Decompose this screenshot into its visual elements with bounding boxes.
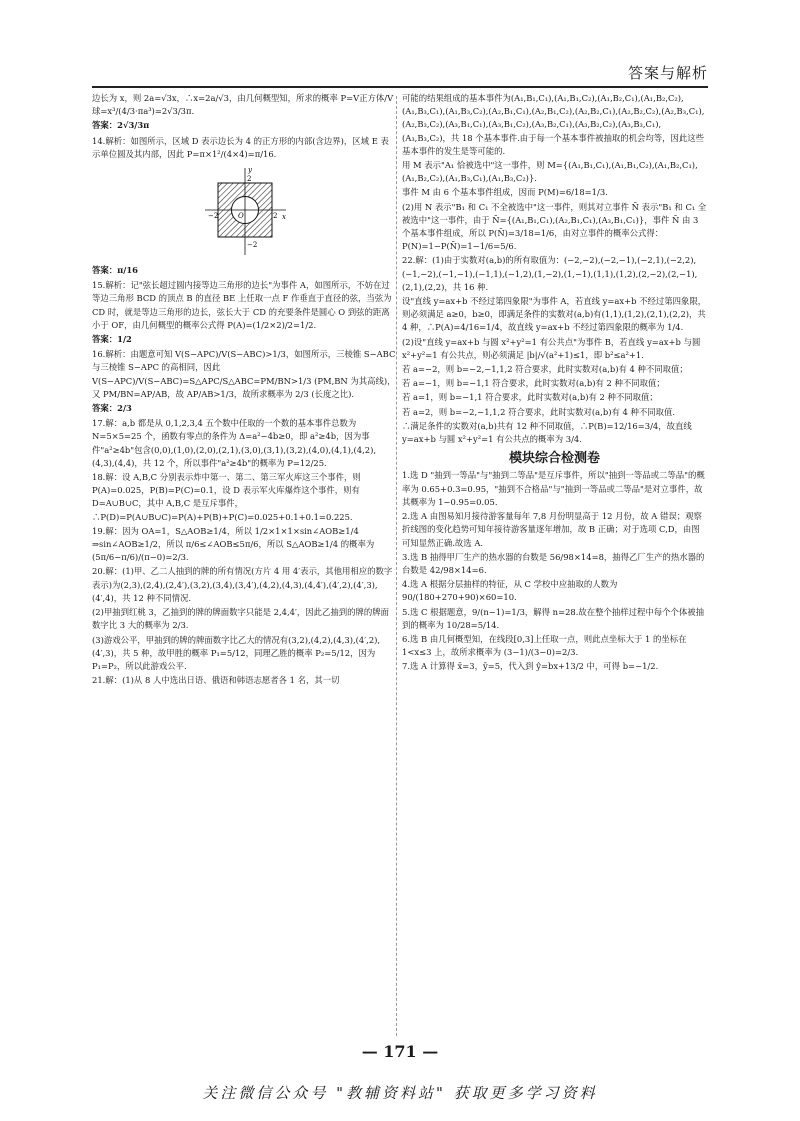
- paragraph: (2)设"直线 y=ax+b 与圆 x²+y²=1 有公共点"为事件 B，若直线 y=ax+b 与圆 x²+y²=1 有公共点，则必须满足 |b|/√(a²+1)≤1，即 b²≤a²+1.: [402, 336, 701, 360]
- paragraph: ∴满足条件的实数对(a,b)共有 12 种不同取值，∴P(B)=12/16=3/4，故直线 y=ax+b 与圆 x²+y²=1 有公共点的概率为 3/4.: [402, 420, 692, 445]
- paragraph: 5.选 C 根据题意，9/(n−1)=1/3，解得 n=28.故在整个抽样过程中每个个体被抽到的概率为 10/28=5/14.: [402, 606, 705, 630]
- y-axis-label: y: [247, 166, 252, 175]
- paragraph: 2.选 A 由图易知月接待游客量每年 7,8 月份明显高于 12 月份，故 A 错误；观察折线图的变化趋势可知年接待游客量逐年增加，故 B 正确；对于选项 C,D，由图可知显然正确.故选 A.: [402, 511, 702, 548]
- footer-note: 关注微信公众号 "教辅资料站" 获取更多学习资料: [202, 1084, 598, 1102]
- paragraph: 1.选 D "抽到一等品"与"抽到二等品"是互斥事件，所以"抽到一等品或二等品"的概率为 0.65+0.3=0.95，"抽到不合格品"与"抽到一等品或二等品"是对立事件，故其概率为 1−0.95=0.05.: [402, 470, 705, 507]
- header-title: 答案与解析: [627, 64, 708, 82]
- paragraph: (2)用 N 表示"B₁ 和 C₁ 不全被选中"这一事件，则其对立事件 N̄ 表示"B₁ 和 C₁ 全被选中"这一事件，由于 N̄={(A₁,B₁,C₁),(A₂,B₁,C₁),(A₃,B₁,C₁)}，事件 N̄ 由 3 个基本事件组成，所以 P(N̄)=3/18=1/6，由对立事件的概率公式得：P(N)=1−P(N̄)=1−1/6=5/6.: [402, 201, 707, 252]
- paragraph: 15.解析：记"弦长超过圆内接等边三角形的边长"为事件 A，如图所示，不妨在过等边三角形 BCD 的顶点 B 的直径 BE 上任取一点 F 作垂直于直径的弦，当弦为 CD 时，就是等边三角形的边长，弦长大于 CD 的充要条件是圆心 O 到弦的距离小于 OF，由几何概型的概率公式得 P(A)=(1/2×2)/2=1/2.: [92, 280, 392, 330]
- header-rule: [92, 86, 708, 88]
- square-region-figure: [200, 165, 290, 260]
- x-axis-label: x: [281, 213, 286, 222]
- paragraph: 设"直线 y=ax+b 不经过第四象限"为事件 A，若直线 y=ax+b 不经过第四象限，则必须满足 a≥0，b≥0，即满足条件的实数对(a,b)有(1,1),(1,2),(2,1),(2,2)，共 4 种，∴P(A)=4/16=1/4，故直线 y=ax+b 不经过第四象限的概率为 1/4.: [402, 296, 707, 333]
- paragraph: (2)甲抽到红桃 3，乙抽到的牌的牌面数字只能是 2,4,4′，因此乙抽到的牌的牌面数字比 3 大的概率为 2/3.: [92, 607, 389, 631]
- paragraph: (3)游戏公平，甲抽到的牌的牌面数字比乙大的情况有(3,2),(4,2),(4,3),(4′,2),(4′,3)，共 5 种，故甲胜的概率 P₁=5/12，同理乙胜的概率 P₂=5/12，因为 P₁=P₂，所以此游戏公平.: [92, 634, 381, 671]
- answer-line: 答案：1/2: [92, 334, 132, 345]
- paragraph: 若 a=−1，则 b=−1,1 符合要求，此时实数对(a,b)有 2 种不同取值；: [402, 378, 665, 389]
- paragraph: 3.选 B 抽得甲厂生产的热水器的台数是 56/98×14=8，抽得乙厂生产的热水器的台数是 42/98×14=6.: [402, 551, 705, 575]
- answer-line: 答案：2/3: [92, 403, 132, 414]
- paragraph: 16.解析：由题意可知 V(S−APC)/V(S−ABC)>1/3，如图所示，三棱锥 S−ABC 与三棱锥 S−APC 的高相同，因此 V(S−APC)/V(S−ABC)=S△APC/S△ABC=PM/BN>1/3 (PM,BN 为其高线)，又 PM/BN=AP/AB，故 AP/AB>1/3，故所求概率为 2/3 (长度之比).: [92, 349, 396, 399]
- paragraph: 若 a=2，则 b=−2,−1,1,2 符合要求，此时实数对(a,b)有 4 种不同取值.: [402, 406, 676, 417]
- paragraph: 可能的结果组成的基本事件为(A₁,B₁,C₁),(A₁,B₁,C₂),(A₁,B₂,C₁),(A₁,B₂,C₂),(A₁,B₃,C₁),(A₁,B₃,C₂),(A₂,B₁,C₁),(A₂,B₁,C₂),(A₂,B₂,C₁),(A₂,B₂,C₂),(A₂,B₃,C₁),(A₂,B₃,C₂),(A₃,B₁,C₁),(A₃,B₁,C₂),(A₃,B₂,C₁),(A₃,B₂,C₂),(A₃,B₃,C₁),(A₃,B₃,C₂)，共 18 个基本事件.由于每一个基本事件被抽取的机会均等，因此这些基本事件的发生是等可能的.: [402, 93, 705, 156]
- tick-neg-two-y: −2: [246, 241, 257, 250]
- paragraph: 14.解析：如图所示，区域 D 表示边长为 4 的正方形的内部(含边界)，区域 E 表示单位圆及其内部，因此 P=π×1²/(4×4)=π/16.: [92, 135, 389, 159]
- paragraph: 用 M 表示"A₁ 恰被选中"这一事件，则 M={(A₁,B₁,C₁),(A₁,B₁,C₂),(A₁,B₂,C₁),(A₁,B₂,C₂),(A₁,B₃,C₁),(A₁,B₃,C₂)}.: [402, 160, 698, 184]
- tick-two-x: 2: [272, 212, 277, 221]
- paragraph: 事件 M 由 6 个基本事件组成，因而 P(M)=6/18=1/3.: [402, 187, 608, 198]
- paragraph: 18.解：设 A,B,C 分别表示炸中第一、第二、第三军火库这三个事件，则 P(A)=0.025，P(B)=P(C)=0.1，设 D 表示军火库爆炸这个事件，则有 D=A∪B∪C，其中 A,B,C 是互斥事件，∴P(D)=P(A∪B∪C)=P(A)+P(B)+P(C)=0.025+0.1+0.1=0.225.: [92, 472, 361, 522]
- answer-line: 答案：π/16: [92, 265, 138, 276]
- section-title: 模块综合检测卷: [508, 451, 600, 467]
- tick-neg-two-x: −2: [207, 212, 218, 221]
- answer-line: 答案：2√3/3π: [92, 120, 150, 131]
- paragraph: 17.解：a,b 都是从 0,1,2,3,4 五个数中任取的一个数的基本事件总数为 N=5×5=25 个，函数有零点的条件为 Δ=a²−4b≥0，即 a²≥4b，因为事件"a²≥4b"包含(0,0),(1,0),(2,0),(2,1),(3,0),(3,1),(3,2),(4,0),(4,1),(4,2),(4,3),(4,4)，共 12 个，所以事件"a²≥4b"的概率为 P=12/25.: [92, 418, 377, 468]
- page-number: — 171 —: [361, 1042, 439, 1061]
- tick-two-y: 2: [246, 175, 251, 184]
- paragraph: 若 a=1，则 b=−1,1 符合要求，此时实数对(a,b)有 2 种不同取值；: [402, 392, 658, 403]
- origin-label: O: [237, 212, 244, 221]
- paragraph: 20.解：(1)甲、乙二人抽到的牌的所有情况(方片 4 用 4′表示，其他用相应的数字表示)为(2,3),(2,4),(2,4′),(3,2),(3,4),(3,4′),(4,2),(4,3),(4,4′),(4′,2),(4′,3),(4′,4)，共 12 种不同情况.: [92, 566, 393, 603]
- paragraph: 19.解：因为 OA=1，S△AOB≥1/4，所以 1/2×1×1×sin∠AOB≥1/4 ⇒sin∠AOB≥1/2，所以 π/6≤∠AOB≤5π/6，所以 S△AOB≥1/4 的概率为 (5π/6−π/6)/(π−0)=2/3.: [92, 525, 375, 563]
- paragraph: 4.选 A 根据分层抽样的特征，从 C 学校中应抽取的人数为 90/(180+270+90)×60=10.: [402, 579, 618, 603]
- left-column: [92, 92, 397, 1037]
- paragraph: 22.解：(1)由于实数对(a,b)的所有取值为：(−2,−2),(−2,−1),(−2,1),(−2,2),(−1,−2),(−1,−1),(−1,1),(−1,2),(1,−2),(1,−1),(1,1),(1,2),(2,−2),(2,−1),(2,1),(2,2)，共 16 种.: [402, 255, 698, 292]
- paragraph: 7.选 A 计算得 x̄=3，ȳ=5，代入到 ŷ=bx+13/2 中，可得 b=−1/2.: [402, 661, 659, 672]
- right-column: [402, 92, 707, 1037]
- paragraph: 21.解：(1)从 8 人中选出日语、俄语和韩语志愿者各 1 名，其一切: [92, 675, 340, 686]
- paragraph: 边长为 x，则 2a=√3x，∴x=2a/√3，由几何概型知，所求的概率 P=V正方体/V球=x³/(4/3·πa³)=2√3/3π.: [92, 93, 394, 117]
- paragraph: 若 a=−2，则 b=−2,−1,1,2 符合要求，此时实数对(a,b)有 4 种不同取值；: [402, 364, 688, 375]
- paragraph: 6.选 B 由几何概型知，在线段[0,3]上任取一点，则此点坐标大于 1 的坐标在 1<x≤3 上，故所求概率为 (3−1)/(3−0)=2/3.: [402, 633, 687, 658]
